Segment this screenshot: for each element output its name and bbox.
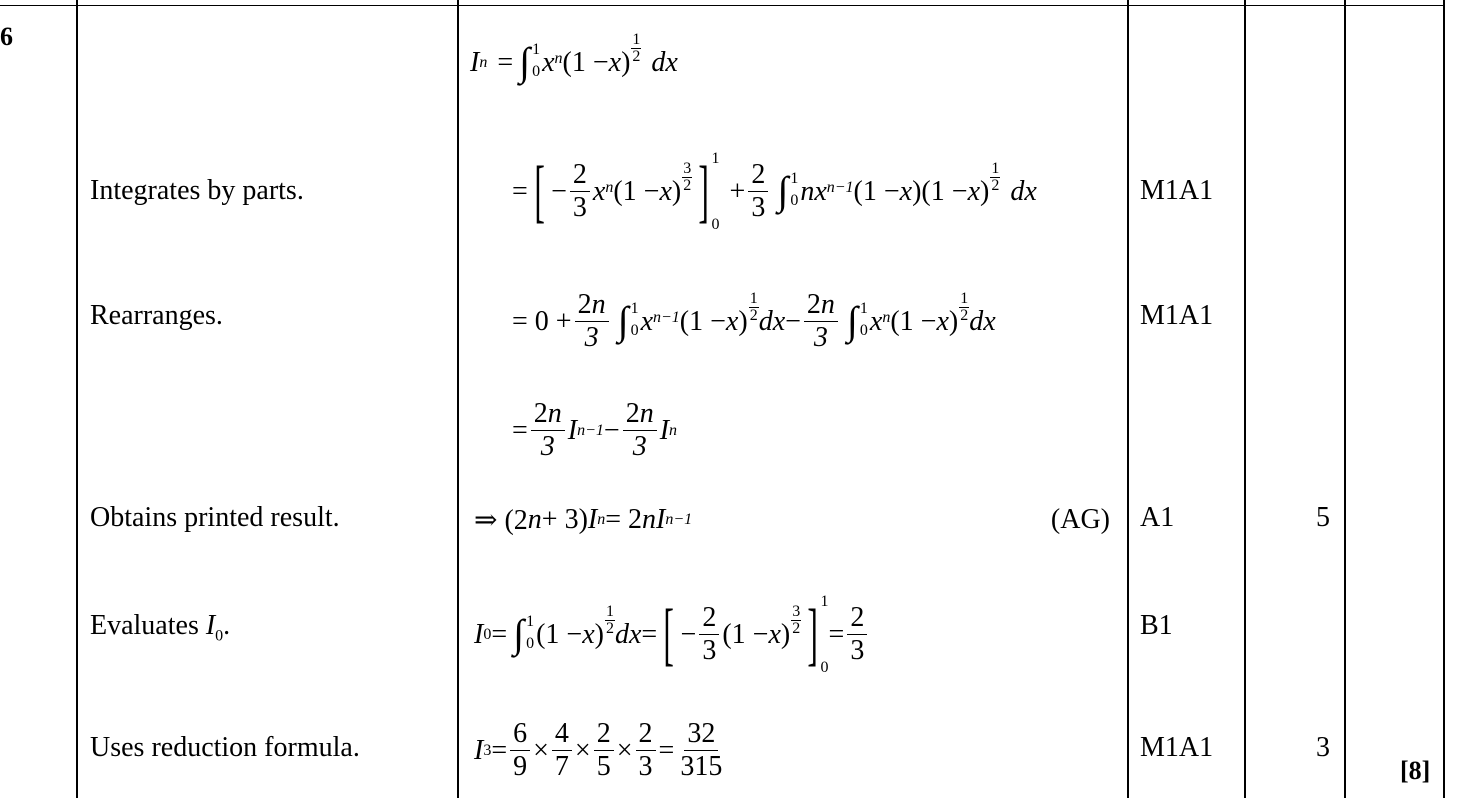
top-rule: [0, 5, 1445, 6]
row-mark: B1: [1140, 610, 1173, 641]
row-total: 3: [1316, 732, 1330, 763]
row-description: Rearranges.: [90, 300, 223, 331]
equation-I3: I 3 = $\frac{6}{9}$ × $\frac{4}{7}$ × $\frac{2}{5}$ × $\frac{2}{3}$ = $\frac{32}{315}$: [474, 718, 723, 782]
column-divider-6: [1443, 0, 1445, 798]
row-mark: M1A1: [1140, 300, 1214, 331]
row-description: Uses reduction formula.: [90, 732, 360, 763]
equation-I0: I 0 = ∫ 1 0 (1 − x ) $\frac{1}{2}$ dx = [ − $\frac{2}{3}$ (1 − x ) 3 2 ] 1 0 = $\frac{2}{3}$: [474, 590, 870, 680]
column-divider-2: [457, 0, 459, 798]
row-description: Obtains printed result.: [90, 502, 340, 533]
column-divider-1: [76, 0, 78, 798]
row-total: 5: [1316, 502, 1330, 533]
column-divider-5: [1344, 0, 1346, 798]
question-number: 6: [0, 22, 13, 51]
equation-in-terms-of-I: = $\frac{2n}{3}$ I n−1 − $\frac{2n}{3}$ I n: [512, 398, 678, 462]
row-mark: A1: [1140, 502, 1175, 533]
row-mark: M1A1: [1140, 732, 1214, 763]
grand-total: [8]: [1400, 756, 1431, 785]
column-divider-3: [1127, 0, 1129, 798]
equation-definition: I n = ∫ 1 0 x n (1 − x ) 1 2 dx: [470, 31, 678, 84]
row-mark: M1A1: [1140, 175, 1214, 206]
row-description: Evaluates $I_0$.: [90, 610, 231, 645]
row-description: Integrates by parts.: [90, 175, 304, 206]
equation-integration-by-parts: = [ − $\frac{2}{3}$ x n (1 − x ) 3 2 ] 1 0 + $\frac{2}{3}$ ∫ 1 0 nx n−1 (1 − x )(1 − x ) 1 2 dx: [512, 150, 1037, 233]
column-divider-4: [1244, 0, 1246, 798]
equation-printed-result: ⇒ (2 n + 3) I n = 2 nI n−1 (AG): [474, 504, 1110, 536]
equation-rearranged: = 0 + $\frac{2n}{3}$ ∫ 1 0 x n−1 (1 − x ) 1 2 dx − $\frac{2n}{3}$ ∫ 1 0 x n (1 − x ) 1 2 dx: [512, 289, 996, 353]
answer-given-tag: (AG): [1050, 504, 1110, 535]
